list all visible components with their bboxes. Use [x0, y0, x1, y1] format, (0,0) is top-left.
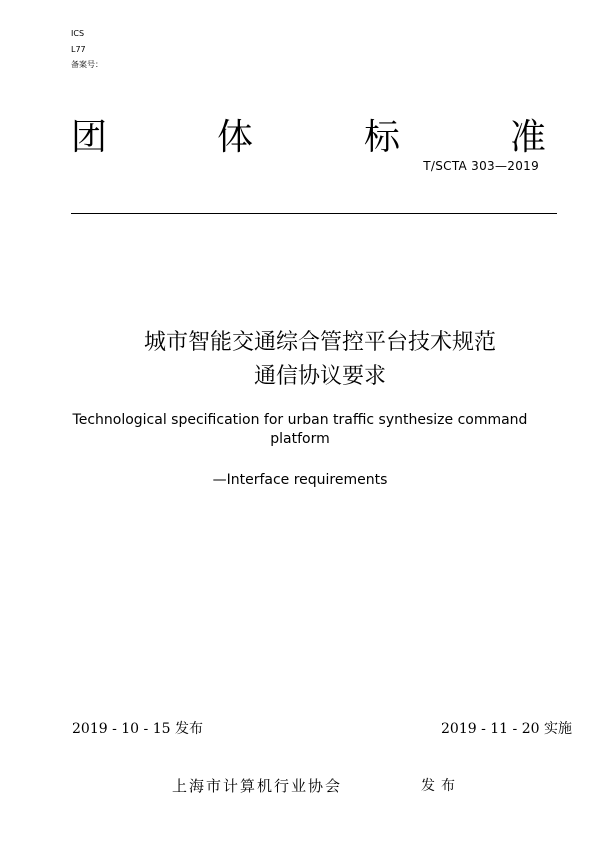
- standard-type-char-3: 标: [364, 117, 401, 158]
- standard-type-char-1: 团: [71, 117, 108, 158]
- standard-type-char-2: 体: [217, 117, 254, 158]
- title-chinese-line-2: 通信协议要求: [253, 364, 386, 389]
- publish-date: 2019 - 10 - 15 发布: [72, 721, 203, 737]
- title-english-line-2: platform: [270, 431, 330, 447]
- publisher-name: 上海市计算机行业协会: [172, 777, 343, 795]
- header-divider: [71, 213, 557, 214]
- title-english-line-1: Technological specification for urban traffic synthesize command: [72, 412, 528, 428]
- ics-code: ICS: [71, 29, 85, 38]
- publish-label: 发布: [421, 778, 461, 794]
- subtitle-english: —Interface requirements: [212, 472, 388, 488]
- title-chinese-line-1: 城市智能交通综合管控平台技术规范: [143, 330, 496, 355]
- ccs-code: L77: [71, 45, 86, 54]
- standard-type-char-4: 准: [510, 117, 547, 158]
- implement-date: 2019 - 11 - 20 实施: [441, 721, 572, 737]
- record-number-label: 备案号：: [71, 60, 103, 69]
- standard-number: T/SCTA 303—2019: [423, 159, 539, 173]
